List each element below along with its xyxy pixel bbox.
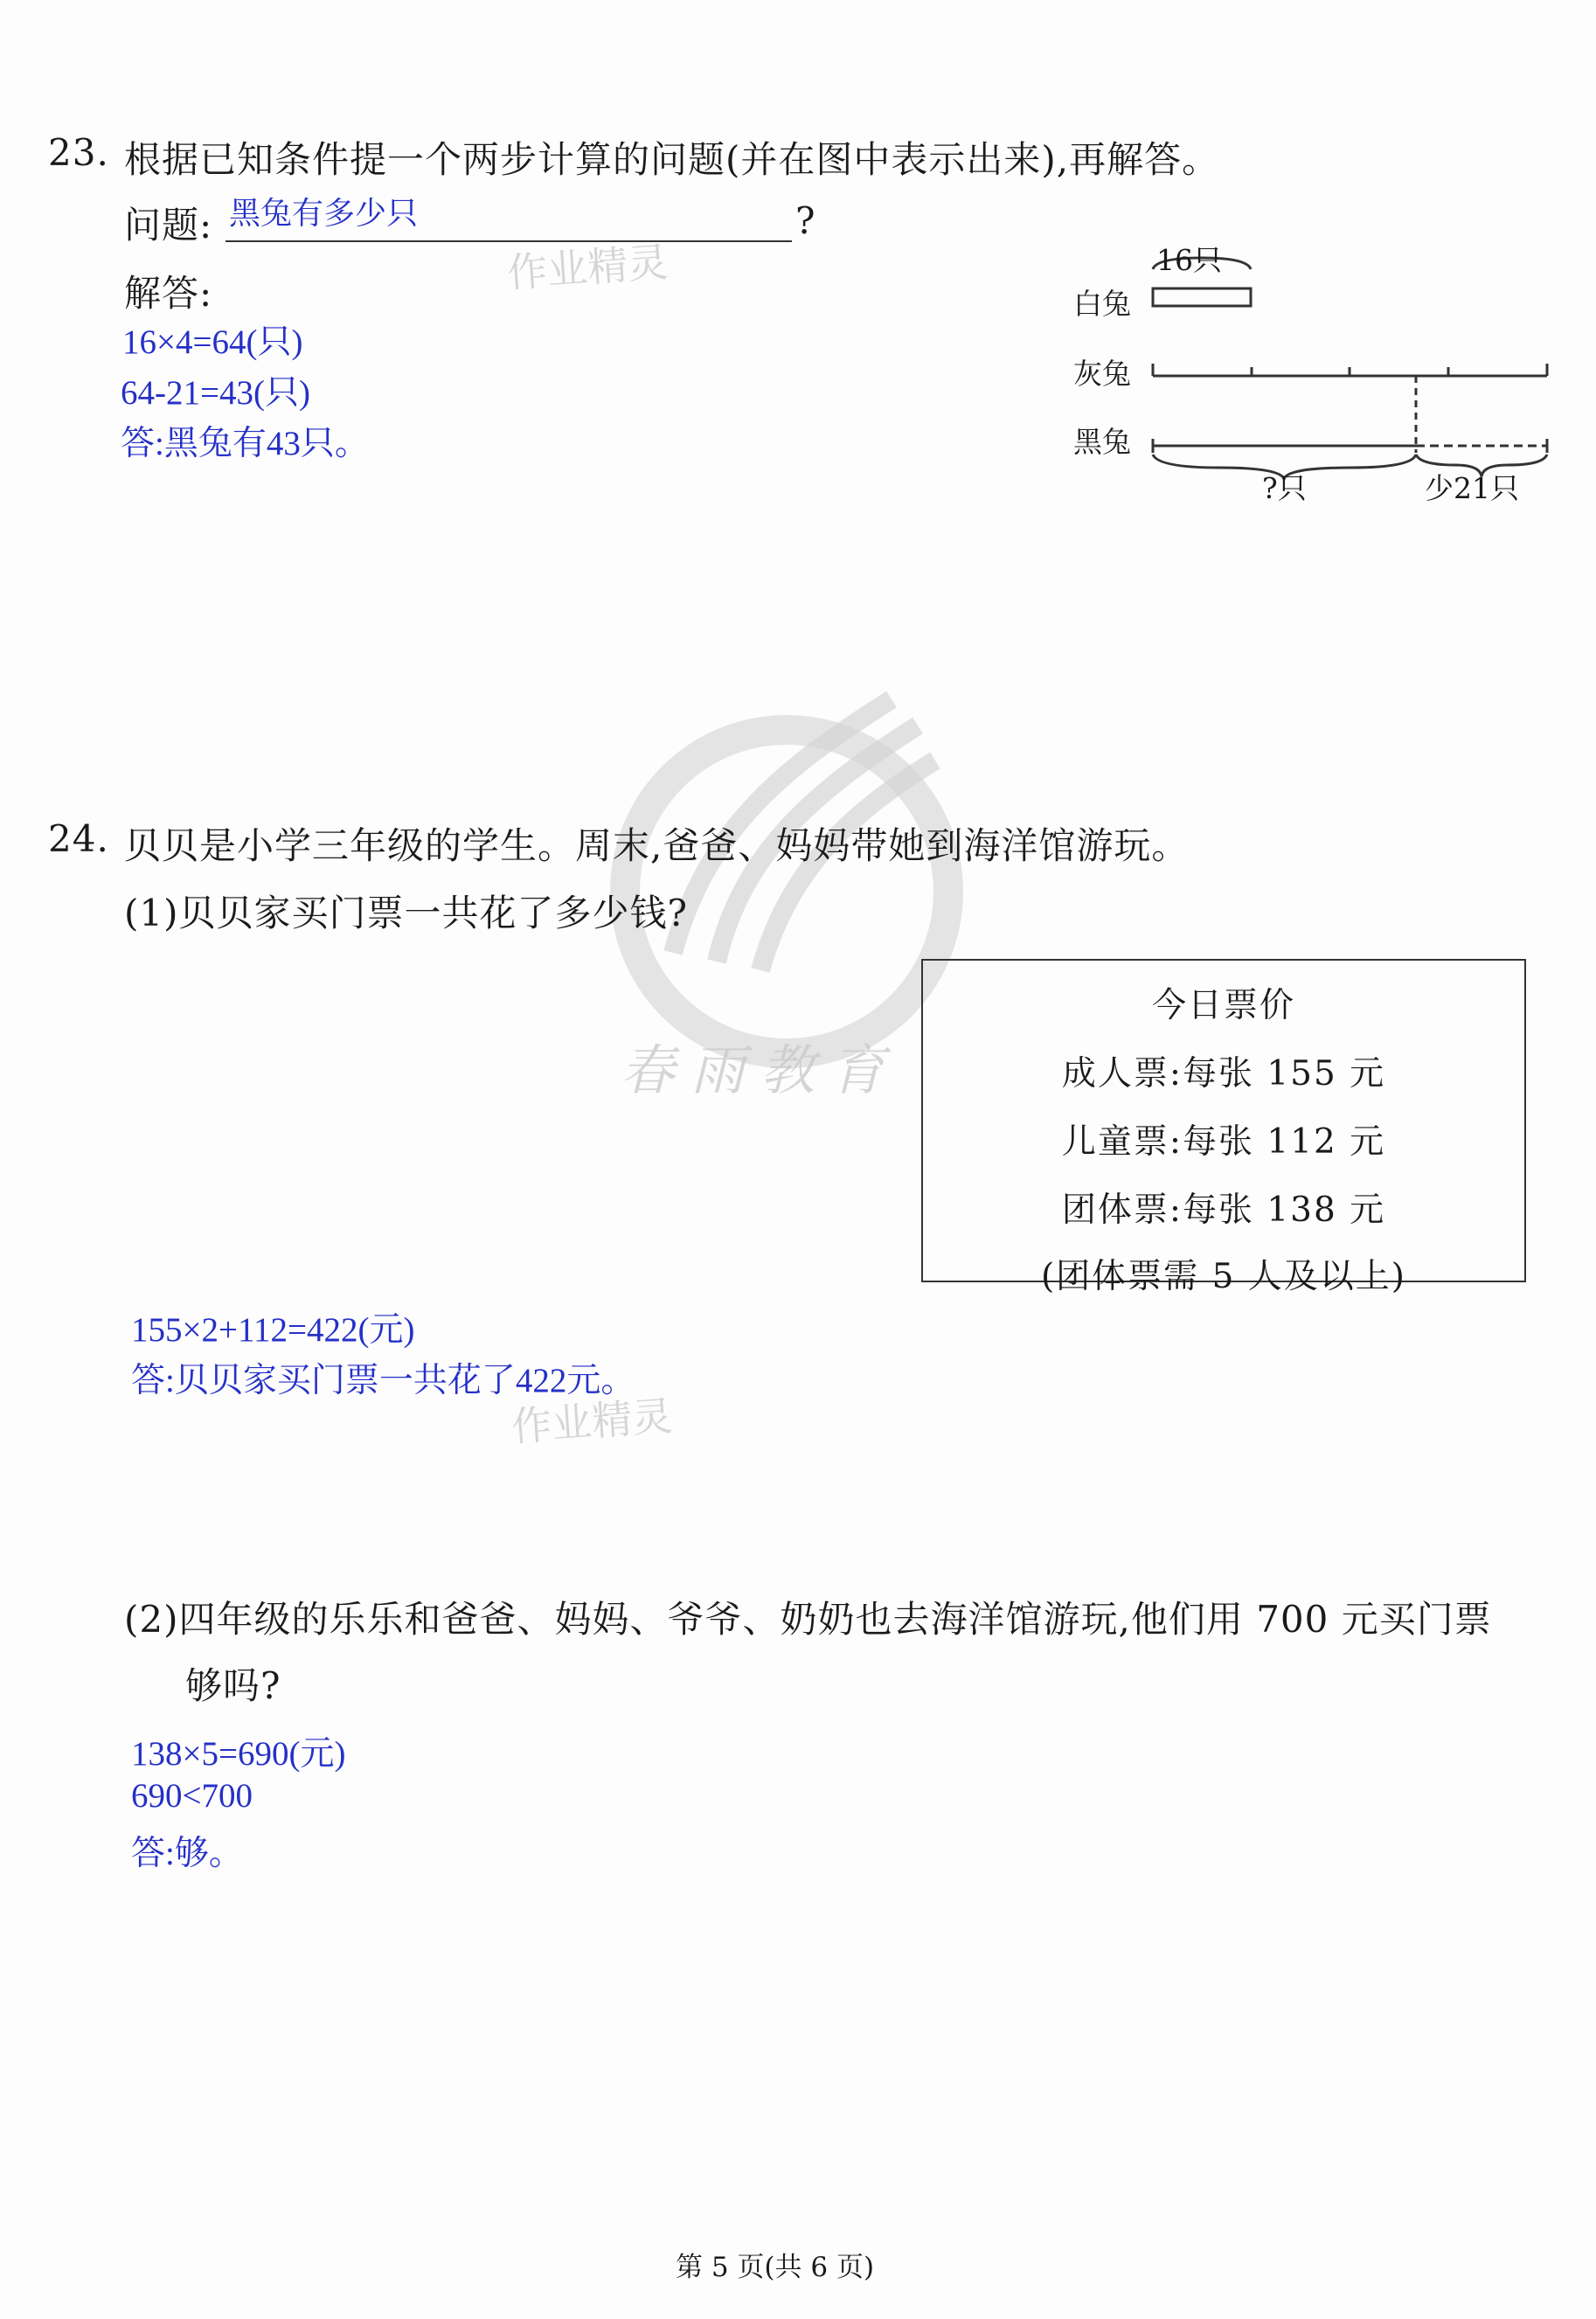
price-row-adult: 成人票:每张 155 元 bbox=[1061, 1054, 1386, 1094]
q24-number: 24. bbox=[48, 817, 109, 860]
q23-solution-label: 解答: bbox=[124, 272, 213, 315]
grey-rabbit-bar bbox=[1153, 364, 1547, 376]
q23-question-mark: ? bbox=[795, 199, 816, 242]
q23-text: 根据已知条件提一个两步计算的问题(并在图中表示出来),再解答。 bbox=[124, 138, 1220, 181]
watermark-logo-text: 春雨教育 bbox=[621, 1038, 901, 1102]
q24-answer1-line-1: 155×2+112=422(元) bbox=[131, 1311, 415, 1349]
diagram-label-white: 白兔 bbox=[1073, 287, 1131, 321]
page-footer: 第 5 页(共 6 页) bbox=[676, 2252, 875, 2283]
q23-question-underline bbox=[226, 240, 792, 242]
q24-text: 贝贝是小学三年级的学生。周末,爸爸、妈妈带她到海洋馆游玩。 bbox=[124, 824, 1190, 867]
q24-answer2-line-2: 690<700 bbox=[131, 1777, 253, 1815]
q23-answer-line-3: 答:黑兔有43只。 bbox=[121, 425, 369, 462]
ticket-price-box bbox=[921, 959, 1526, 1296]
diagram-bottom-right-label: 少21只 bbox=[1425, 471, 1519, 505]
q24-answer2-line-1: 138×5=690(元) bbox=[131, 1735, 346, 1773]
q23-answer-line-2: 64-21=43(只) bbox=[121, 374, 310, 412]
diagram-label-grey: 灰兔 bbox=[1073, 357, 1131, 391]
diagram-label-black: 黑兔 bbox=[1073, 425, 1131, 459]
diagram-top-label: 16只 bbox=[1156, 243, 1222, 277]
q24-answer2-line-3: 答:够。 bbox=[131, 1835, 243, 1872]
q24-answer1-line-2: 答:贝贝家买门票一共花了422元。 bbox=[131, 1362, 635, 1399]
q23-number: 23. bbox=[48, 131, 109, 174]
price-row-child: 儿童票:每张 112 元 bbox=[1061, 1122, 1386, 1162]
q23-question-answer: 黑兔有多少只 bbox=[229, 196, 419, 232]
black-rabbit-bar bbox=[1153, 376, 1547, 479]
price-box-title: 今日票价 bbox=[1151, 986, 1295, 1025]
q24-part2-line1: (2)四年级的乐乐和爸爸、妈妈、爷爷、奶奶也去海洋馆游玩,他们用 700 元买门票 bbox=[124, 1598, 1492, 1641]
price-row-group: 团体票:每张 138 元 bbox=[1061, 1191, 1386, 1230]
q24-part2-line2: 够吗? bbox=[185, 1664, 281, 1707]
diagram-bottom-left-label: ?只 bbox=[1262, 471, 1307, 505]
q23-answer-line-1: 16×4=64(只) bbox=[122, 323, 303, 361]
watermark-text-2: 作业精灵 bbox=[510, 1392, 674, 1451]
q24-part1: (1)贝贝家买门票一共花了多少钱? bbox=[124, 892, 689, 934]
q23-question-label: 问题: bbox=[124, 204, 213, 246]
price-row-note: (团体票需 5 人及以上) bbox=[1040, 1257, 1407, 1296]
watermark-text-1: 作业精灵 bbox=[505, 238, 670, 297]
